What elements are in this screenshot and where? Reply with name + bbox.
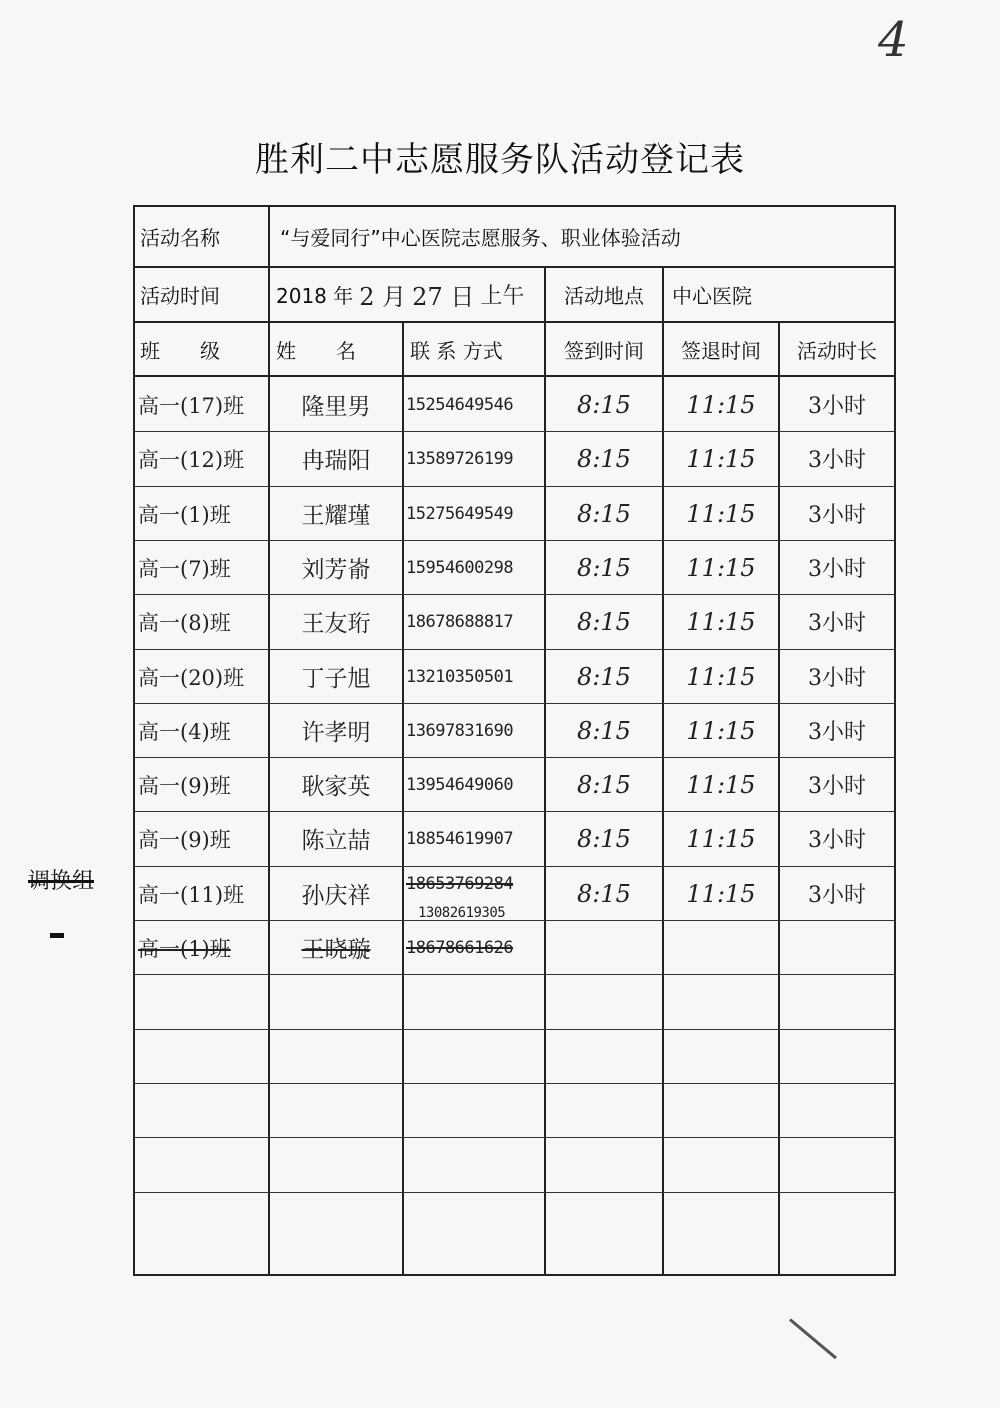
checkout-cell: 11:15 [686, 607, 756, 636]
table-row-line [135, 540, 895, 541]
name-cell: 冉瑞阳 [301, 448, 371, 474]
duration-cell: 3小时 [808, 883, 866, 908]
name-cell: 丁子旭 [301, 666, 371, 692]
checkout-cell: 11:15 [686, 770, 756, 799]
class-cell: 高一(1)班 [138, 936, 231, 961]
phone-cell: 13589726199 [406, 448, 514, 469]
phone-cell: 18678661626 [406, 937, 514, 958]
phone-cell: 13697831690 [406, 720, 514, 741]
checkin-cell: 8:15 [577, 444, 631, 473]
checkin-cell: 8:15 [577, 879, 631, 908]
duration-cell: 3小时 [808, 720, 866, 745]
class-cell: 高一(7)班 [138, 556, 231, 581]
phone-cell: 18653769284 [406, 874, 514, 894]
duration-cell: 3小时 [808, 666, 866, 691]
table-row-line [135, 594, 895, 595]
table-row-line [135, 649, 895, 650]
table-row-line [135, 974, 895, 975]
form-title: 胜利二中志愿服务队活动登记表 [255, 140, 745, 180]
column-header-checkout: 签退时间 [681, 338, 761, 363]
checkout-cell: 11:15 [686, 390, 756, 419]
table-row-line [135, 1137, 895, 1138]
column-header-contact: 联 系 方式 [410, 338, 503, 363]
checkin-cell: 8:15 [577, 824, 631, 853]
class-cell: 高一(17)班 [138, 393, 245, 418]
checkout-cell: 11:15 [686, 499, 756, 528]
column-header-duration: 活动时长 [797, 338, 877, 363]
checkout-cell [664, 922, 778, 973]
date-month: 2 月 [359, 283, 407, 311]
margin-mark [50, 933, 64, 938]
date-period: 上午 [480, 284, 525, 309]
phone-cell: 15954600298 [406, 557, 514, 578]
activity-date [276, 268, 541, 321]
table-row-line [135, 866, 895, 867]
duration-cell: 3小时 [808, 394, 866, 419]
margin-note: 调换组 [28, 869, 95, 894]
phone-cell: 18854619907 [406, 828, 514, 849]
duration-cell: 3小时 [808, 448, 866, 473]
checkin-cell: 8:15 [577, 716, 631, 745]
table-border-left [133, 205, 135, 1276]
table-row-line [135, 1083, 895, 1084]
name-cell: 陈立喆 [301, 828, 371, 854]
name-cell: 王晓璇 [301, 937, 371, 963]
phone-cell: 15275649549 [406, 503, 514, 524]
checkout-cell: 11:15 [686, 444, 756, 473]
phone-cell: 13954649060 [406, 774, 514, 795]
table-row-line [135, 431, 895, 432]
checkin-cell: 8:15 [577, 553, 631, 582]
checkout-cell: 11:15 [686, 879, 756, 908]
checkout-cell: 11:15 [686, 824, 756, 853]
checkout-cell: 11:15 [686, 662, 756, 691]
name-cell: 许孝明 [301, 720, 371, 746]
checkin-cell: 8:15 [577, 662, 631, 691]
class-cell: 高一(9)班 [138, 827, 231, 852]
table-row-line [135, 1192, 895, 1193]
class-cell: 高一(20)班 [138, 665, 245, 690]
duration-cell: 3小时 [808, 828, 866, 853]
checkin-cell: 8:15 [577, 390, 631, 419]
table-row-line [135, 1029, 895, 1030]
duration-cell: 3小时 [808, 557, 866, 582]
table-row-line [135, 811, 895, 812]
table-line [402, 321, 404, 1276]
column-header-name: 姓 名 [276, 338, 356, 363]
date-year: 2018 年 [276, 284, 354, 308]
duration-cell: 3小时 [808, 503, 866, 528]
name-cell: 王友珩 [301, 611, 371, 637]
class-cell: 高一(8)班 [138, 610, 231, 635]
column-header-class: 班 级 [140, 338, 220, 363]
table-border-bottom [133, 1274, 896, 1276]
class-cell: 高一(1)班 [138, 502, 231, 527]
name-cell: 耿家英 [301, 774, 371, 800]
table-border-right [894, 205, 896, 1276]
column-header-checkin: 签到时间 [564, 338, 644, 363]
table-row-line [135, 486, 895, 487]
phone-cell: 15254649546 [406, 394, 514, 415]
checkin-cell: 8:15 [577, 607, 631, 636]
class-cell: 高一(12)班 [138, 447, 245, 472]
table-line [268, 205, 270, 1276]
phone-cell: 18678688817 [406, 611, 514, 632]
activity-time-label: 活动时间 [140, 284, 220, 308]
table-line [133, 375, 896, 377]
checkin-cell: 8:15 [577, 770, 631, 799]
date-day: 27 日 [412, 283, 475, 311]
phone-extra-cell: 13082619305 [418, 905, 506, 921]
duration-cell: 3小时 [808, 611, 866, 636]
checkin-cell: 8:15 [577, 499, 631, 528]
class-cell: 高一(4)班 [138, 719, 231, 744]
name-cell: 王耀瑾 [301, 503, 371, 529]
table-row-line [135, 703, 895, 704]
page-number: 4 [878, 12, 909, 68]
name-cell: 隆里男 [301, 394, 371, 420]
duration-cell [780, 922, 894, 973]
activity-location-label: 活动地点 [564, 284, 644, 308]
checkout-cell: 11:15 [686, 553, 756, 582]
activity-name-value: “与爱同行”中心医院志愿服务、职业体验活动 [280, 226, 681, 250]
duration-cell: 3小时 [808, 774, 866, 799]
name-cell: 孙庆祥 [301, 883, 371, 909]
checkout-cell: 11:15 [686, 716, 756, 745]
class-cell: 高一(9)班 [138, 773, 231, 798]
activity-location-value: 中心医院 [672, 284, 752, 308]
name-cell: 刘芳嵛 [301, 557, 371, 583]
table-row-line [135, 757, 895, 758]
activity-name-label: 活动名称 [140, 226, 220, 250]
class-cell: 高一(11)班 [138, 882, 245, 907]
checkin-cell [546, 922, 662, 973]
phone-cell: 13210350501 [406, 666, 514, 687]
